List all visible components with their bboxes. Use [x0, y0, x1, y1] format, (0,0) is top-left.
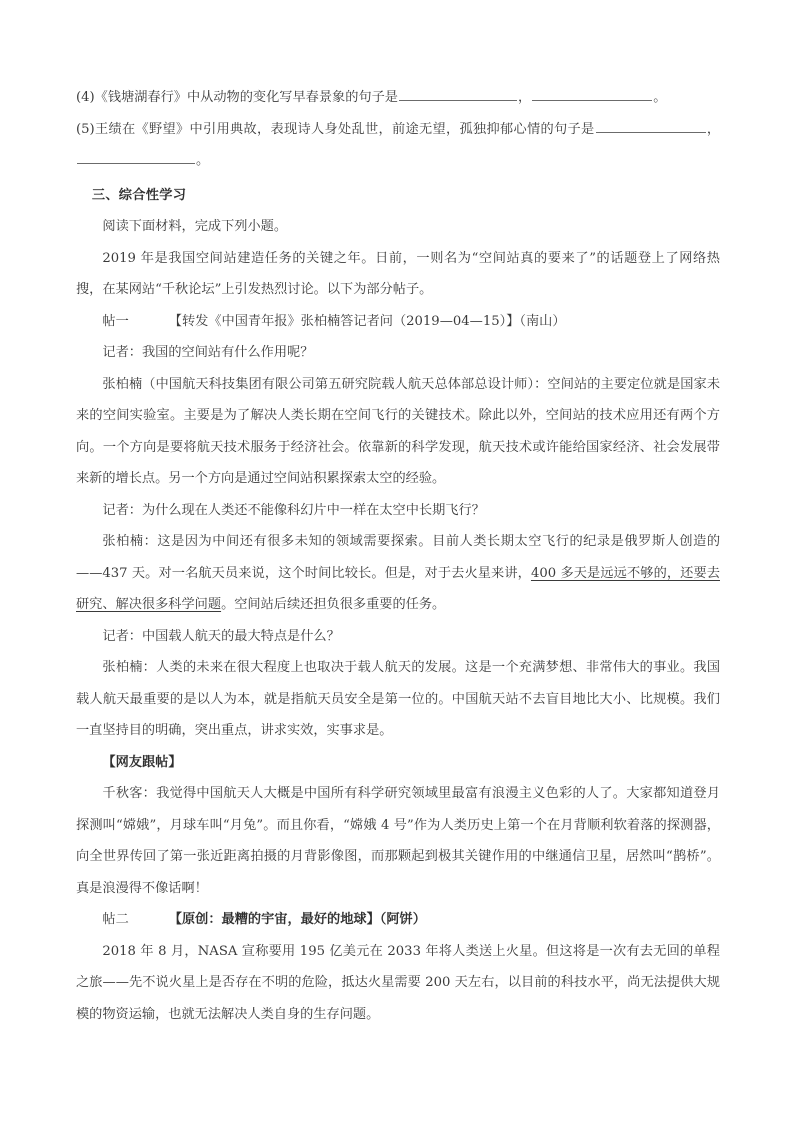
fill-in-item-5-prefix: (5)王绩在《野望》中引用典故，表现诗人身处乱世，前途无望，孤独抑郁心情的句子是 [76, 121, 595, 137]
post-one-label: 帖一 [102, 313, 129, 329]
fill-in-blank[interactable] [77, 150, 195, 164]
speaker-text: 空间站的主要定位就是国家未来的空间实验室。主要是为了解决人类长期在空间飞行的关键技术。除此以外，空间站的技术应用还有两个方向。一个方向是要将航天技术服务于经济社会。依靠新的科学发现，航天技术或许能给国家经济、社会发展带来新的增长点。另一个方向是通过空间站积累探索太空的经验。 [76, 376, 721, 486]
speaker-text: 我觉得中国航天人大概是中国所有科学研究领域里最富有浪漫主义色彩的人了。大家都知道登月探测叫“嫦娥”，月球车叫“月兔”。而且你看，“嫦娥 4 号”作为人类历史上第一个在月背顺利软着落的探测器，向全世界传回了第一张近距离拍摄的月背影像图，而那颗起到极其关键作用的中继通信卫星，居然叫“鹊桥”。真是浪漫得不像话啊！ [76, 786, 721, 896]
section-background: 2019 年是我国空间站建造任务的关键之年。日前，一则名为“空间站真的要来了”的话题登上了网络热搜，在某网站“千秋论坛”上引发热烈讨论。以下为部分帖子。 [76, 250, 720, 297]
post-two-header [76, 904, 720, 936]
section-instruction: 阅读下面材料，完成下列小题。 [102, 219, 288, 234]
fill-in-item-5 [76, 114, 720, 177]
netizen-replies-heading: 【网友跟帖】 [102, 754, 182, 770]
speaker-text-before-underline: 这是因为中间还有很多未知的领域需要探索。目前人类长期太空飞行的纪录是俄罗斯人创造的——437 天。对一名航天员来说，这个时间比较长。但是，对于去火星来讲， [76, 534, 721, 581]
fill-in-item-4-separator: ， [518, 90, 532, 105]
netizen-reply [76, 778, 720, 904]
document-body [76, 82, 720, 1030]
fill-in-item-5-suffix: 。 [196, 153, 210, 168]
fill-in-item-4-prefix: (4)《钱塘湖春行》中从动物的变化写早春景象的句子是 [76, 90, 398, 105]
post-one-qa-4 [76, 621, 720, 653]
fill-in-blank[interactable] [399, 87, 517, 101]
speaker-text: 中国载人航天的最大特点是什么？ [141, 628, 340, 644]
post-one-header [76, 306, 720, 338]
section-heading: 三、综合性学习 [91, 187, 187, 203]
speaker-text: 为什么现在人类还不能像科幻片中一样在太空中长期飞行？ [141, 502, 485, 518]
speaker-label: 千秋客： [102, 786, 157, 801]
post-one-qa-2 [76, 495, 720, 527]
fill-in-blank[interactable] [532, 87, 652, 101]
speaker-text: 人类的未来在很大程度上也取决于载人航天的发展。这是一个充满梦想、非常伟大的事业。我国载人航天最重要的是以人为本，就是指航天员安全是第一位的。中国航天站不去盲目地比大小、比规模。我们一直坚持目的明确，突出重点，讲求实效，实事求是。 [76, 660, 721, 738]
speaker-text: 我国的空间站有什么作用呢？ [141, 345, 314, 360]
fill-in-blank[interactable] [596, 119, 706, 133]
post-one-qa-0 [76, 337, 720, 369]
speaker-label: 张柏楠（中国航天科技集团有限公司第五研究院载人航天总体部总设计师）： [102, 376, 548, 392]
speaker-label: 记者： [102, 628, 142, 644]
post-one-qa-5 [76, 652, 720, 747]
post-one-title: 【转发《中国青年报》张柏楠答记者问（2019—04—15）】（南山） [168, 313, 566, 329]
post-one-qa-3 [76, 526, 720, 621]
post-one-qa-1 [76, 369, 720, 495]
speaker-label: 张柏楠： [102, 534, 158, 549]
fill-in-item-4-suffix: 。 [653, 90, 667, 105]
speaker-label: 记者： [102, 502, 142, 518]
speaker-label: 记者： [102, 345, 142, 360]
post-two-title: 【原创：最糟的宇宙，最好的地球】（阿饼） [168, 912, 426, 927]
speaker-text-after-underline: 。空间站后续还担负很多重要的任务。 [221, 597, 446, 612]
fill-in-item-4 [76, 82, 720, 114]
underlined-passage: 400 多天是远远不够的，还要去研究、解决很多科学问题 [76, 565, 720, 612]
fill-in-item-5-separator: ， [706, 121, 720, 137]
post-two-label: 帖二 [102, 912, 129, 927]
speaker-label: 张柏楠： [102, 660, 157, 675]
post-two-body: 2018 年 8 月，NASA 宣称要用 195 亿美元在 2033 年将人类送上火星。但这将是一次有去无回的单程之旅——先不说火星上是否存在不明的危险，抵达火星需要 200 天左右，以目前的科技水平，尚无法提供大规模的物资运输，也就无法解决人类自身的生存问题。 [76, 943, 720, 1022]
